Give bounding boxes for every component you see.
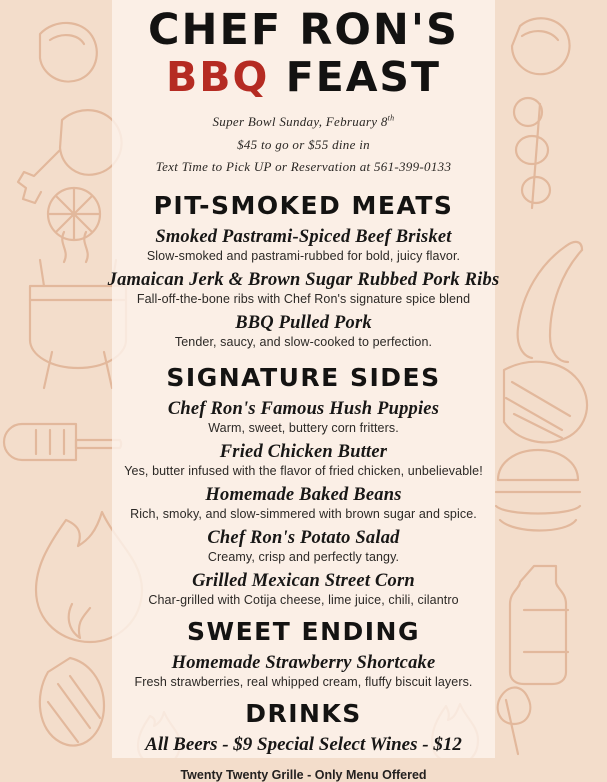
title-bbq-word: BBQ [166, 53, 270, 102]
page-title-line2 [0, 55, 607, 100]
item-description: Warm, sweet, buttery corn fritters. [208, 420, 399, 435]
item-name: BBQ Pulled Pork [235, 312, 372, 333]
item-description: Fresh strawberries, real whipped cream, fluffy biscuit layers. [134, 674, 473, 689]
item-name: Jamaican Jerk & Brown Sugar Rubbed Pork Ribs [107, 269, 500, 290]
menu-item [0, 227, 607, 263]
item-description: Rich, smoky, and slow-simmered with brown sugar and spice. [130, 506, 477, 521]
item-description: Slow-smoked and pastrami-rubbed for bold, juicy flavor. [146, 248, 461, 263]
menu-item [0, 270, 607, 306]
section-heading-sides: SIGNATURE SIDES [166, 362, 441, 392]
section-heading-drinks: DRINKS [245, 698, 362, 728]
menu-item [0, 653, 607, 689]
menu-item [0, 528, 607, 564]
item-name: Grilled Mexican Street Corn [192, 570, 415, 591]
page-title-line1: CHEF RON'S [147, 5, 460, 55]
event-date-ordinal: th [387, 113, 395, 123]
section-heading-dessert: SWEET ENDING [187, 616, 420, 646]
drinks-pricing: All Beers - $9 Special Select Wines - $12 [145, 733, 462, 755]
menu-item [0, 399, 607, 435]
menu-item [0, 571, 607, 607]
item-name: Homemade Baked Beans [205, 484, 402, 505]
item-description: Creamy, crisp and perfectly tangy. [207, 549, 400, 564]
item-description: Fall-off-the-bone ribs with Chef Ron's signature spice blend [136, 291, 471, 306]
section-heading-meats: PIT-SMOKED MEATS [153, 190, 454, 220]
item-name: Fried Chicken Butter [219, 441, 388, 462]
menu-item [0, 485, 607, 521]
event-date [0, 112, 607, 132]
item-name: Homemade Strawberry Shortcake [171, 652, 436, 673]
menu-item [0, 313, 607, 349]
event-date-text: Super Bowl Sunday, February 8 [212, 114, 388, 130]
menu-item [0, 442, 607, 478]
item-description: Char-grilled with Cotija cheese, lime juice, chili, cilantro [148, 592, 459, 607]
item-name: Chef Ron's Potato Salad [207, 527, 400, 548]
contact-line: Text Time to Pick UP or Reservation at 561-399-0133 [155, 159, 452, 175]
pricing-line: $45 to go or $55 dine in [237, 136, 370, 152]
item-name: Smoked Pastrami-Spiced Beef Brisket [155, 226, 452, 247]
title-feast-word: FEAST [285, 53, 441, 102]
event-details [0, 112, 607, 177]
footer-note: Twenty Twenty Grille - Only Menu Offered [180, 767, 427, 782]
item-description: Tender, saucy, and slow-cooked to perfection. [174, 334, 433, 349]
item-description: Yes, butter infused with the flavor of fried chicken, unbelievable! [124, 463, 483, 478]
item-name: Chef Ron's Famous Hush Puppies [167, 398, 440, 419]
